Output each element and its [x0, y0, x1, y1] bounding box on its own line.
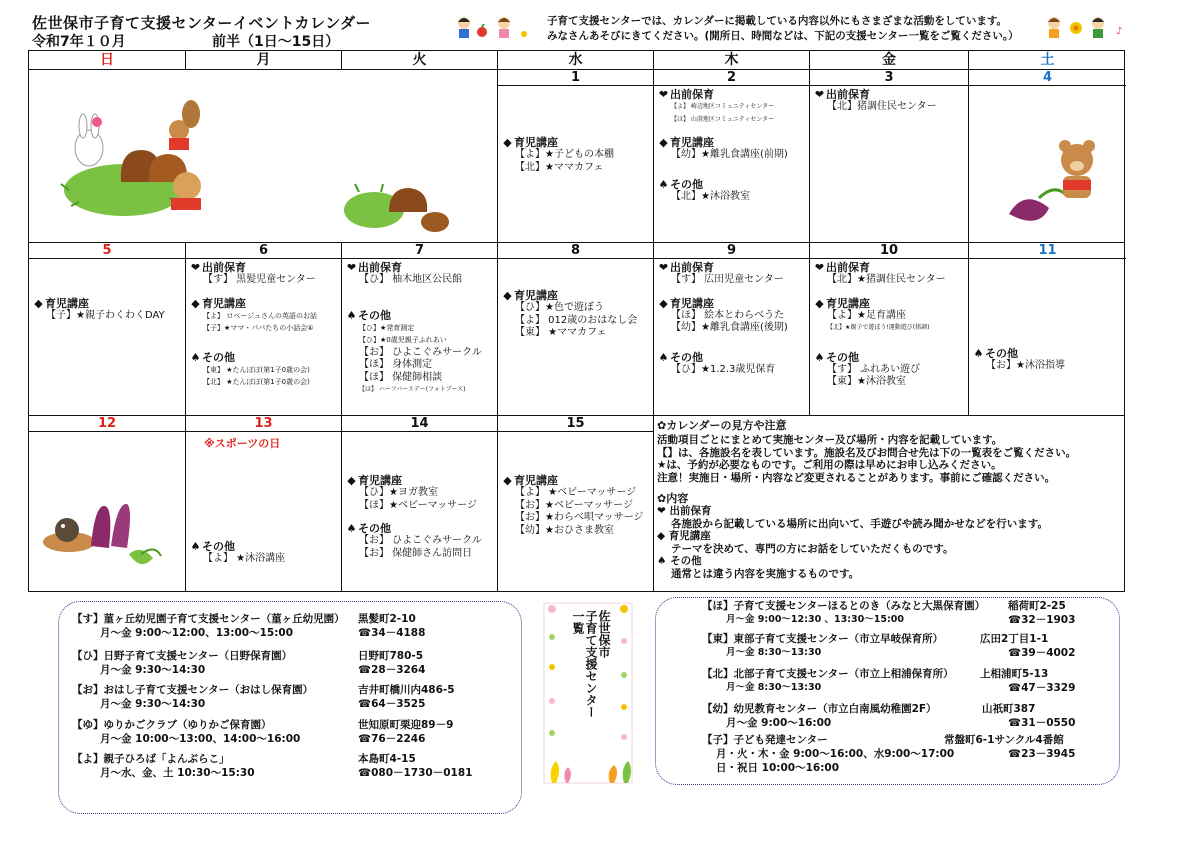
event-item: 【お】 保健師さん訪問日: [359, 547, 473, 559]
event-item: 【よ】 ロベージュさんの英語のお話: [203, 311, 317, 320]
heart-icon: ❤: [346, 261, 357, 274]
day-content: [186, 540, 341, 566]
autumn-illustration-cell: [29, 70, 498, 242]
event-item: 【よ】 ★沐浴講座: [203, 553, 286, 564]
day-cell-5[interactable]: [29, 243, 186, 415]
day-number: 1: [498, 70, 653, 86]
heart-icon: ❤: [814, 88, 825, 101]
event-item: 【ほ】 保健師相談: [359, 371, 443, 383]
day-cell-6[interactable]: [186, 243, 342, 415]
diamond-icon: ◆: [659, 136, 668, 149]
center-entry-yu: [72, 718, 300, 746]
address: 上相浦町5-13: [980, 668, 1049, 680]
week-row-1: [29, 70, 1124, 243]
guide-line: 【】は、各施設名を表しています。施設名及びお問合せ先は下の一覧表をご覧ください。: [657, 446, 1077, 459]
center-addr: [980, 667, 1075, 695]
era-month: 令和7年１０月: [32, 34, 126, 50]
day-number: 10: [810, 243, 968, 259]
spade-icon: ♠: [346, 522, 357, 535]
center-name: 【す】菫ヶ丘幼児園子育て支援センター（菫ヶ丘幼児園）: [72, 613, 345, 625]
page-title: 佐世保市子育て支援センターイベントカレンダー: [32, 14, 371, 32]
title-line: 子育て支援センター: [584, 610, 598, 718]
heart-icon: ❤: [814, 261, 825, 274]
spade-icon: ♠: [346, 308, 357, 322]
day-cell-1[interactable]: [498, 70, 654, 242]
day-number: 8: [498, 243, 653, 259]
day-content: [654, 88, 809, 203]
diamond-icon: ◆: [503, 289, 512, 302]
phone[interactable]: ☎31－0550: [1008, 717, 1076, 729]
event-item: 【す】 黒髪児童センター: [203, 274, 316, 285]
event-item: 【子】★ママ・パパたちの小話会④: [203, 324, 314, 332]
day-number: 2: [654, 70, 809, 86]
day-cell-8[interactable]: [498, 243, 654, 415]
event-item: 【ほ】 絵本とわらべうた: [671, 309, 785, 321]
event-item: 【ほ】 山澄地区コミュニティセンター: [671, 115, 775, 123]
category-other: ♠ その他: [190, 350, 235, 364]
event-item: 【幼】★離乳食講座(後期): [671, 322, 788, 333]
center-name: 【子】子ども発達センター: [702, 734, 828, 746]
center-name: 【幼】幼児教育センター（市立白南風幼稚園2F）: [702, 703, 937, 715]
event-item: 【お】★沐浴指導: [986, 360, 1065, 371]
diamond-icon: ◆: [657, 530, 666, 542]
content-other: ♠ その他: [657, 555, 702, 567]
phone[interactable]: ☎23－3945: [1008, 748, 1076, 760]
center-addr: [358, 649, 425, 677]
phone[interactable]: ☎47－3329: [1008, 682, 1076, 694]
diamond-icon: ◆: [815, 296, 824, 310]
content-heading: ✿内容: [657, 492, 689, 505]
event-item: 【北】★沐浴教室: [671, 190, 750, 202]
category-other: ♠ その他: [658, 350, 703, 364]
category-other: ♠ その他: [658, 177, 703, 191]
day-content: [654, 261, 809, 376]
category-demae: ❤ 出前保育: [346, 261, 402, 274]
guide-line: 注意！実施日・場所・内容など変更されることがあります。事前にご確認ください。: [657, 471, 1056, 484]
center-name: 【北】北部子育て支援センター（市立上相浦保育所）: [702, 668, 954, 680]
event-item: 【ほ】★ベビーマッサージ: [359, 499, 477, 511]
day-cell-3[interactable]: [810, 70, 969, 242]
category-ikuji: ◆ 育児講座: [657, 136, 806, 149]
center-hours: 月・火・木・金 9:00～16:00、水9:00～17:00: [716, 748, 955, 760]
center-hours-holiday: 日・祝日 10:00～16:00: [716, 762, 840, 774]
day-number: 15: [498, 416, 653, 432]
category-ikuji: ◆ 育児講座: [189, 297, 338, 310]
center-hours: 月～金 9:00～12:00、13:00～15:00: [100, 627, 294, 639]
title-line: 一覧: [571, 610, 585, 634]
center-entry-you: [702, 702, 937, 730]
center-entry-yo: [72, 752, 255, 780]
svg-text:♪: ♪: [1116, 26, 1123, 37]
spade-icon: ♠: [973, 347, 984, 360]
address: 黒髪町2-10: [358, 613, 416, 625]
category-ikuji: ◆ 育児講座: [501, 136, 650, 149]
weekday-wed: 水: [498, 51, 654, 69]
phone[interactable]: ☎39－4002: [1008, 647, 1076, 659]
day-content: [498, 474, 653, 537]
bear-sweet-potato-illustration: [969, 88, 1126, 238]
event-item: 【よ】 012歳のおはなし会: [515, 314, 638, 326]
day-cell-4[interactable]: [969, 70, 1126, 242]
category-ikuji: ◆ 育児講座: [657, 297, 806, 310]
event-item: 【子】★親子わくわくDAY: [46, 310, 165, 321]
event-item: 【よ】 ★ベビーマッサージ: [515, 487, 637, 498]
center-hours: 月～金 10:00～13:00、14:00～16:00: [100, 733, 301, 745]
category-other: ♠ その他: [346, 308, 391, 322]
calendar-guide: [654, 417, 1124, 582]
day-number: 3: [810, 70, 968, 86]
weekday-row: [29, 51, 1124, 70]
category-other: ♠ その他: [814, 350, 859, 364]
event-item: 【北】 ★たんぽぽ(第1子0歳の会): [203, 378, 310, 386]
event-item: 【お】★わらべ唄マッサージ: [515, 512, 644, 523]
day-content: [498, 289, 653, 340]
diamond-icon: ◆: [347, 474, 356, 487]
event-item: 【ひ】★発育測定: [359, 323, 415, 332]
day-content: [186, 261, 341, 389]
center-addr: [982, 702, 1075, 730]
event-item: 【ひ】★色で遊ぼう: [515, 302, 604, 313]
diamond-icon: ◆: [191, 296, 200, 310]
category-other: ♠ その他: [190, 540, 235, 553]
center-entry-ko: [702, 733, 954, 775]
center-entry-su: [72, 612, 345, 640]
center-name: 【ひ】日野子育て支援センター（日野保育園）: [72, 650, 293, 662]
center-entry-higashi: [702, 632, 943, 660]
center-entry-kita: [702, 667, 954, 695]
day-content: [342, 474, 497, 560]
content-demae: ❤ 出前保育: [657, 505, 712, 517]
spade-icon: ♠: [658, 177, 669, 191]
phone[interactable]: ☎34－4188: [358, 627, 426, 639]
week-row-2: [29, 243, 1124, 416]
center-entry-hi: [72, 649, 292, 677]
address: 広田2丁目1-1: [980, 633, 1049, 645]
category-demae: ❤ 出前保育: [190, 261, 246, 274]
day-number: 7: [342, 243, 497, 259]
weekday-thu: 木: [654, 51, 810, 69]
guide-line: ★は、予約が必要なものです。ご利用の際は早めにお申し込みください。: [657, 459, 1002, 471]
category-ikuji: ◆ 育児講座: [501, 289, 650, 302]
weekday-mon: 月: [186, 51, 342, 69]
heart-icon: ❤: [657, 505, 666, 517]
center-addr: [358, 683, 455, 711]
event-item: 【北】★親子で遊ぼう!運動遊び(猪調): [827, 324, 930, 331]
heart-icon: ❤: [658, 261, 669, 274]
address: 山祇町387: [982, 703, 1036, 715]
day-content: [810, 261, 968, 389]
center-addr: [1008, 599, 1075, 627]
address: 吉井町橋川内486-5: [358, 684, 455, 696]
header-note-line2: みなさんあそびにきてください。(開所日、時間などは、下記の支援センター一覧をご覧ください。）: [547, 30, 1019, 42]
content-other-text: 通常とは違う内容を実施するものです。: [671, 567, 860, 580]
address: 世知原町栗迎89－9: [358, 719, 454, 731]
spade-icon: ♠: [190, 540, 201, 553]
event-item: 【北】★ママカフェ: [515, 161, 604, 173]
center-addr: [358, 752, 472, 780]
event-item: 【お】 ひよこぐみサークル: [359, 346, 482, 358]
category-ikuji: ◆ 育児講座: [501, 474, 650, 487]
event-item: 【よ】 崎辺地区コミュニティセンター: [671, 103, 775, 110]
event-item: 【ひ】★ヨガ教室: [359, 487, 438, 498]
event-item: 【幼】★おひさま教室: [515, 524, 614, 536]
chestnut-squirrel-illustration: [29, 70, 498, 242]
center-hours: 月～金 8:30～13:30: [726, 647, 822, 658]
event-item: 【よ】★足育講座: [827, 309, 906, 321]
event-item: 【ほ】 身体測定: [359, 359, 433, 370]
center-name: 【東】東部子育て支援センター（市立早岐保育所）: [702, 633, 944, 645]
title-line: 佐世保市: [597, 610, 611, 658]
heart-icon: ❤: [190, 261, 201, 274]
center-entry-ho: [702, 599, 985, 627]
phone[interactable]: ☎64－3525: [358, 698, 426, 710]
event-item: 【北】猪調住民センター: [827, 101, 937, 112]
event-item: 【ひ】 柚木地区公民館: [359, 274, 463, 285]
event-item: 【お】★ベビーマッサージ: [515, 499, 633, 511]
center-addr: [358, 718, 453, 746]
spade-icon: ♠: [658, 350, 669, 364]
day-number: 13: [186, 416, 341, 432]
day-cell-2[interactable]: [654, 70, 810, 242]
day-content: [969, 347, 1126, 373]
day-number: 12: [29, 416, 185, 432]
center-entry-o: [72, 683, 313, 711]
event-item: 【幼】★離乳食講座(前期): [671, 149, 788, 160]
event-item: 【ひ】★0歳児親子ふれあい: [359, 336, 447, 344]
day-content: [810, 88, 968, 114]
center-name: 【お】おはし子育て支援センター（おはし保育園）: [72, 684, 314, 696]
holiday-label: ※スポーツの日: [204, 437, 281, 450]
day-content: [498, 136, 653, 174]
phone[interactable]: ☎32－1903: [1008, 614, 1076, 626]
mole-sweet-potato-illustration: [29, 434, 186, 589]
day-cell-9[interactable]: [654, 243, 810, 415]
children-illustration-left: [452, 14, 538, 42]
weekday-sun: 日: [29, 51, 186, 69]
address: 日野町780-5: [358, 650, 424, 662]
spade-icon: ♠: [814, 350, 825, 364]
weekday-fri: 金: [810, 51, 969, 69]
spade-icon: ♠: [657, 555, 667, 567]
category-other: ♠ その他: [973, 347, 1018, 360]
day-cell-14[interactable]: [342, 416, 498, 591]
day-number: 11: [969, 243, 1126, 259]
category-demae: ❤ 出前保育: [814, 88, 870, 101]
content-ikuji-text: テーマを決めて、専門の方にお話をしていただくものです。: [671, 542, 954, 555]
category-demae: ❤ 出前保育: [658, 88, 714, 101]
category-ikuji: ◆ 育児講座: [813, 297, 965, 310]
center-hours: 月～水、金、土 10:30～15:30: [100, 767, 255, 779]
phone[interactable]: ☎080－1730－0181: [358, 767, 473, 779]
day-number: 14: [342, 416, 497, 432]
diamond-icon: ◆: [503, 474, 512, 487]
category-other: ♠ その他: [346, 522, 391, 535]
center-name: 【よ】親子ひろば「よんぶらこ」: [72, 753, 230, 765]
content-demae-text: 各施設から記載している場所に出向いて、手遊びや読み聞かせなどを行います。: [671, 517, 1048, 530]
category-demae: ❤ 出前保育: [814, 261, 870, 274]
day-cell-10[interactable]: [810, 243, 969, 415]
center-hours: 月～金 9:30～14:30: [100, 664, 206, 676]
content-ikuji: ◆ 育児講座: [657, 530, 711, 542]
centers-list-title: [571, 610, 610, 718]
diamond-icon: ◆: [659, 296, 668, 310]
spade-icon: ♠: [190, 350, 201, 364]
event-item: 【す】 ふれあい遊び: [827, 363, 921, 375]
header-note-line1: 子育て支援センターでは、カレンダーに掲載している内容以外にもさまざまな活動をしています。: [547, 15, 1008, 27]
center-name: 【ゆ】ゆりかごクラブ（ゆりかご保育園）: [72, 719, 272, 731]
event-item: 【よ】★子どもの本棚: [515, 149, 614, 160]
diamond-icon: ◆: [34, 297, 43, 310]
diamond-icon: ◆: [503, 136, 512, 149]
day-cell-15[interactable]: [498, 416, 654, 591]
children-illustration-right: [1042, 14, 1128, 42]
day-number: 5: [29, 243, 185, 259]
day-cell-7[interactable]: [342, 243, 498, 415]
event-item: 【す】 広田児童センター: [671, 274, 784, 285]
event-item: 【東】 ★ママカフェ: [515, 327, 607, 338]
center-addr: [358, 612, 425, 640]
day-content: [342, 261, 497, 397]
center-hours: 月～金 9:00～12:30 、13:30～15:00: [726, 614, 904, 625]
event-item: 【ほ】 ハーフバースデー(フォトブース): [359, 386, 466, 393]
day-number: 4: [969, 70, 1126, 86]
center-hours: 月～金 9:00～16:00: [726, 717, 832, 729]
event-item: 【東】 ★たんぽぽ(第1子0歳の会): [203, 365, 310, 374]
header-note: [547, 14, 1019, 44]
guide-line: 活動項目ごとにまとめて実施センター及び場所・内容を記載しています。: [657, 434, 1003, 446]
center-name: 【ほ】子育て支援センターほるとのき（みなと大黒保育園）: [702, 600, 986, 612]
guide-heading: ✿カレンダーの見方や注意: [657, 419, 787, 432]
weekday-sat: 土: [1040, 52, 1055, 68]
category-ikuji: ◆ 育児講座: [32, 297, 182, 310]
event-item: 【お】 ひよこぐみサークル: [359, 535, 482, 546]
day-content: [29, 297, 185, 323]
phone[interactable]: ☎28－3264: [358, 664, 426, 676]
day-number: 9: [654, 243, 809, 259]
day-cell-13[interactable]: [186, 416, 342, 591]
center-hours: 月～金 9:30～14:30: [100, 698, 206, 710]
category-ikuji: ◆ 育児講座: [345, 474, 494, 487]
center-addr: [980, 632, 1075, 660]
address: 本島町4-15: [358, 753, 416, 765]
center-hours: 月～金 8:30～13:30: [726, 682, 822, 693]
phone[interactable]: ☎76－2246: [358, 733, 426, 745]
category-demae: ❤ 出前保育: [658, 261, 714, 274]
event-item: 【北】★猪調住民センター: [827, 274, 946, 285]
center-addr: [944, 733, 1075, 761]
period-label: 前半（1日～15日）: [212, 34, 340, 50]
address: 常盤町6-1サンクル4番館: [944, 734, 1064, 746]
weekday-tue: 火: [342, 51, 498, 69]
address: 稲荷町2-25: [1008, 600, 1066, 612]
day-cell-12[interactable]: [29, 416, 186, 591]
day-number: 6: [186, 243, 341, 259]
day-cell-11[interactable]: [969, 243, 1126, 415]
event-item: 【東】★沐浴教室: [827, 376, 906, 387]
event-item: 【ひ】★1.2.3歳児保育: [671, 363, 776, 375]
heart-icon: ❤: [658, 88, 669, 101]
